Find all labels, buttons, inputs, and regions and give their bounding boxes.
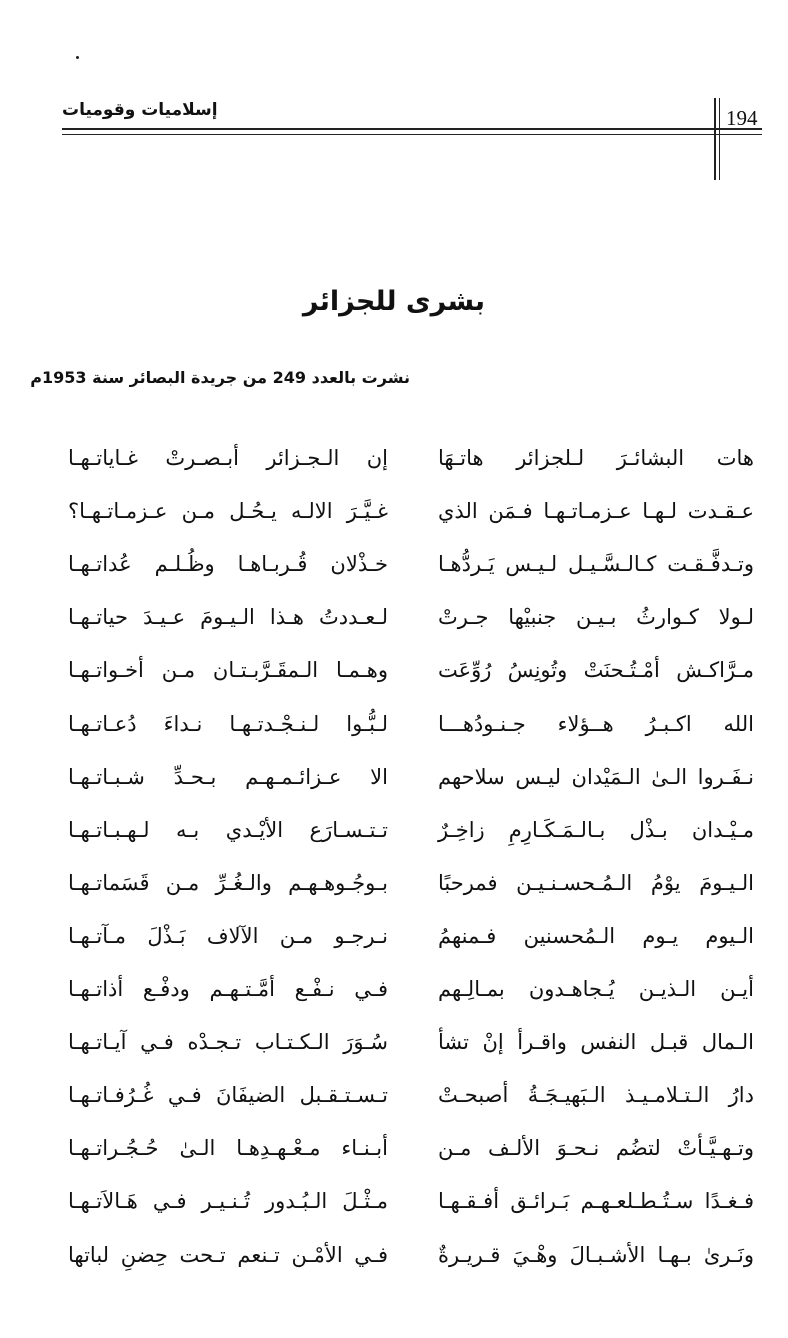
verse-line (0, 538, 788, 590)
verse-second-hemistich: غـيَّـرَ الالـه يـحُـل مـن عـزمـاتـهـا؟ (68, 499, 388, 524)
verse-second-hemistich: سُـوَرَ الـكـتـاب تـجـدْه فـي آيـاتـهـا (68, 1030, 388, 1055)
verse-line (0, 963, 788, 1015)
verse-second-hemistich: إن الـجـزائر أبـصـرتْ غـاياتـهـا (68, 446, 388, 470)
verse-first-hemistich: وتـدفَّـقـت كـالـسَّـيـل لـيـس يَـردُّهـا (438, 552, 754, 577)
ink-speck (76, 56, 79, 59)
verse-line (0, 485, 788, 537)
verse-first-hemistich: الله اكـبـرُ هــؤلاء جـنـودُهـــا (438, 711, 754, 736)
verse-line (0, 1175, 788, 1227)
verse-first-hemistich: مـيْـدان بـذْل بـالـمَـكَـارِمِ زاخِـرٌ (438, 817, 754, 842)
verse-line (0, 698, 788, 750)
verse-line (0, 1122, 788, 1174)
verse-line (0, 751, 788, 803)
verse-first-hemistich: فـغـدًا سـتُـطـلعـهـم بَـرائـق أفـقـهـا (438, 1189, 754, 1214)
verse-line (0, 910, 788, 962)
header-rule (62, 128, 762, 130)
verse-second-hemistich: الا عـزائـمـهـم بـحـدِّ شـبـاتـهـا (68, 764, 388, 789)
verse-first-hemistich: هات البشائـرَ لـلجزائر هاتـهَا (438, 446, 754, 470)
verse-line (0, 1229, 788, 1281)
verse-first-hemistich: الـمال قبـل النفس واقـرأ إنْ تشأ (438, 1030, 754, 1055)
verse-second-hemistich: تـتـسـارَع الأيْـدي بـه لـهـبـاتـهـا (68, 817, 388, 842)
verse-second-hemistich: أبـنـاء مـعْـهـدِهـا الـىٰ حُـجُـراتـهـا (68, 1136, 388, 1161)
verse-line (0, 644, 788, 696)
verse-second-hemistich: بـوجُـوهـهـم والـغُـرِّ مـن قَسَماتـهـا (68, 870, 388, 895)
verse-second-hemistich: تـسـتـقـبل الضيفَانَ فـي غُـرُفـاتـهـا (68, 1083, 388, 1108)
verse-first-hemistich: دارُ الـتـلامـيـذ الـبَهيـجَـةُ أصبحـتْ (438, 1083, 754, 1108)
verse-line (0, 432, 788, 484)
verse-line (0, 857, 788, 909)
verse-line (0, 1016, 788, 1068)
verse-first-hemistich: أيـن الـذيـن يُـجاهـدون بمـالِـهم (438, 977, 754, 1001)
verse-first-hemistich: نـفَـروا الـىٰ الـمَيْدان ليـس سلاحهم (438, 764, 754, 789)
verse-second-hemistich: لـبُّـوا لـنـجْـدتـهـا نـداءَ دُعـاتـهـا (68, 711, 388, 736)
publication-note: نشرت بالعدد 249 من جريدة البصائر سنة 1953م (30, 368, 410, 387)
verse-first-hemistich: ونَـرىٰ بـهـا الأشـبـالَ وهْـيَ قـريـرةٌ (438, 1242, 754, 1267)
verse-line (0, 591, 788, 643)
verse-first-hemistich: مـرَّاكـش أمْـتُـحنَتْ وتُونِسُ رُوِّعَت (438, 658, 754, 683)
verse-second-hemistich: لـعـددتُ هـذا الـيـومَ عـيـدَ حياتـهـا (68, 605, 388, 630)
header-rule-thin (62, 134, 762, 135)
header-vertical-rule (714, 98, 716, 180)
verse-second-hemistich: فـي الأمْـن تـنعم تـحت حِضنِ لباتها (68, 1242, 388, 1267)
verse-second-hemistich: فـي نـفْـع أمَّـتـهـم ودفْـع أذاتـهـا (68, 977, 388, 1001)
page-number: 194 (726, 106, 758, 130)
verse-first-hemistich: الـيـومَ يوْمُ الـمُـحسـنـيـن فمرحبًا (438, 870, 754, 895)
verse-second-hemistich: خـذْلان قُـربـاهـا وظُـلـم عُداتـهـا (68, 552, 388, 577)
verse-first-hemistich: عـقـدت لـهـا عـزمـاتـهـا فـمَن الذي (438, 499, 754, 524)
verse-line (0, 1069, 788, 1121)
header-vertical-rule-thin (719, 98, 720, 180)
verse-second-hemistich: مـثْـلَ الـبُـدور تُـنـيـر فـي هَـالاَتـهـا (68, 1189, 388, 1214)
verse-first-hemistich: وتـهـيَّـأتْ لتضُم نـحـوَ الألـف مـن (438, 1136, 754, 1161)
verse-first-hemistich: لـولا كـوارثُ بـيـن جنبيْها جـرتْ (438, 605, 754, 630)
verse-line (0, 804, 788, 856)
verse-first-hemistich: الـيوم يـوم الـمُحسنين فـمنهمُ (438, 923, 754, 948)
running-book-title: إسلاميات وقوميات (62, 100, 218, 120)
poem-title: بشرى للجزائر (302, 286, 486, 317)
verse-second-hemistich: نـرجـو مـن الآلاف بَـذْلَ مـآتـهـا (68, 923, 388, 948)
verse-second-hemistich: وهـمـا الـمقَـرَّبـتـان مـن أخـواتـهـا (68, 658, 388, 683)
